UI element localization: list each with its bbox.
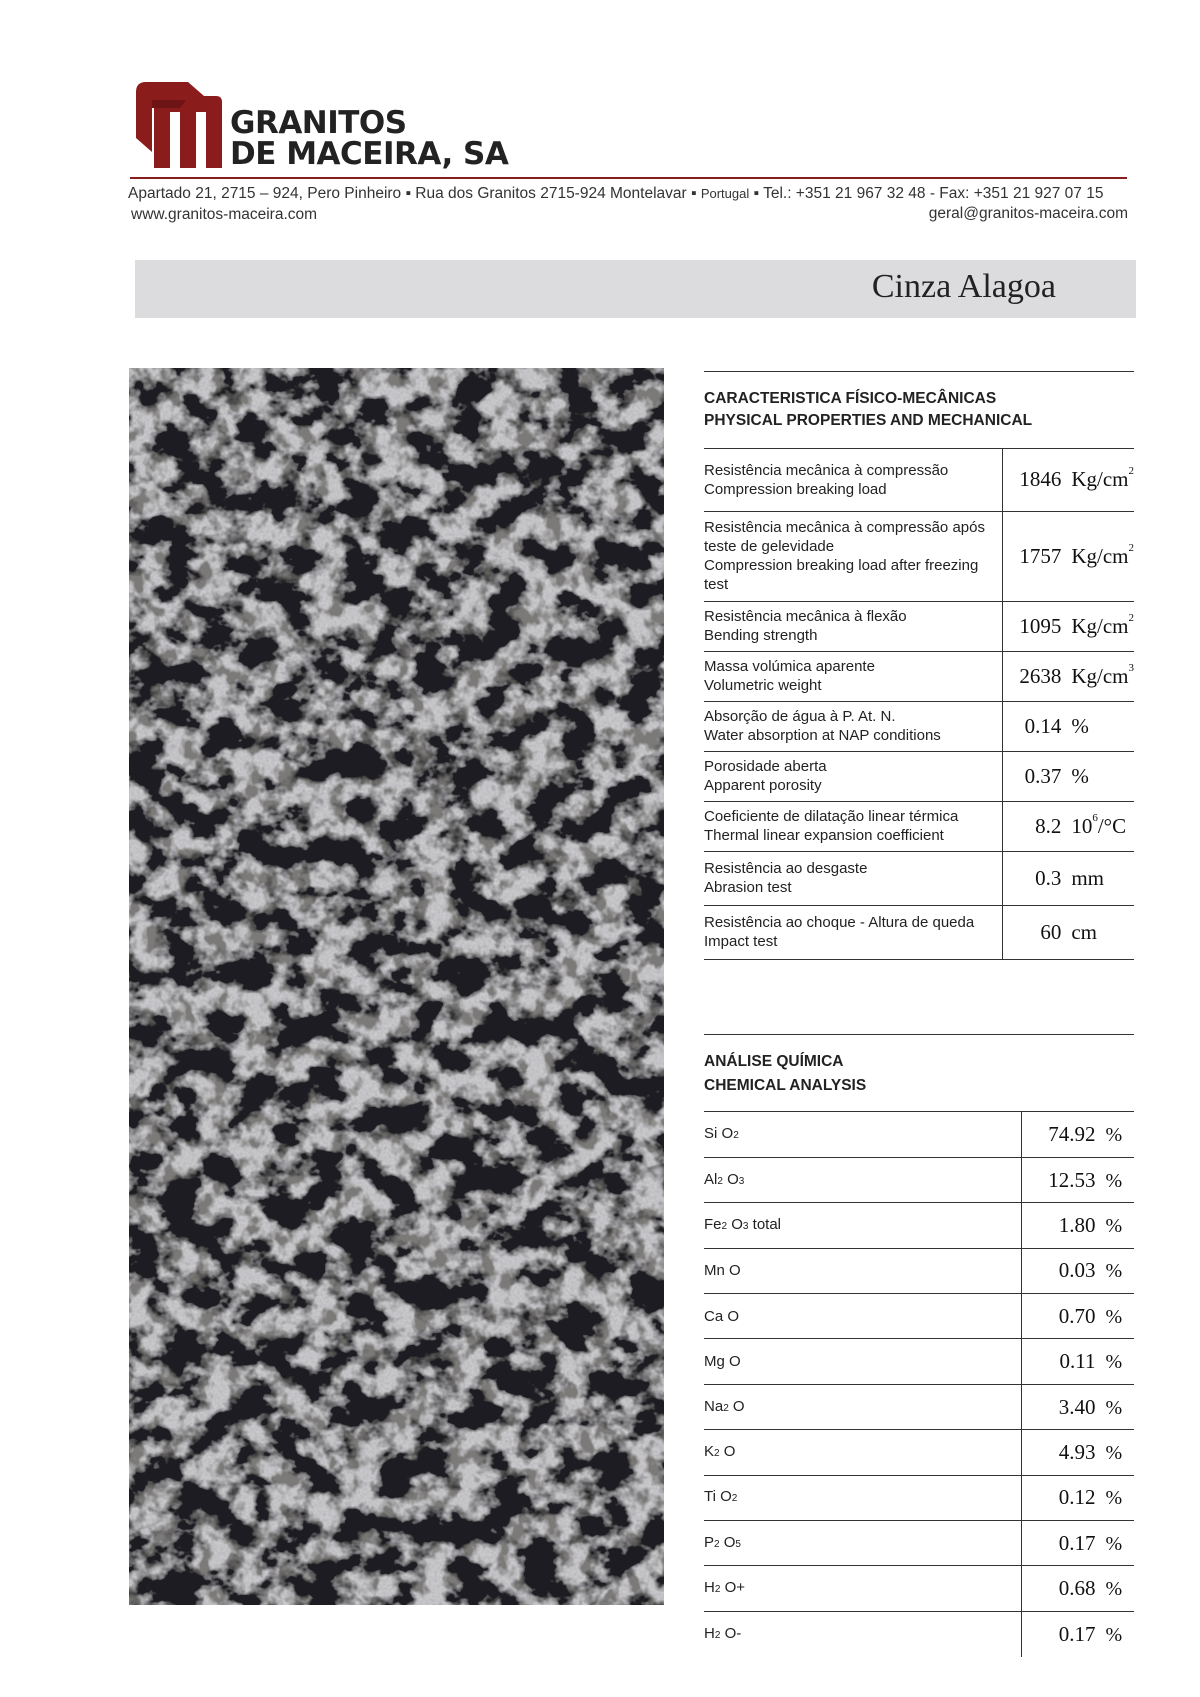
- compound-part-b: O: [728, 1397, 745, 1415]
- granite-sample-image: [129, 368, 664, 1605]
- compound-label: [704, 1248, 1021, 1293]
- compound-subscript-a: 2: [714, 1447, 720, 1459]
- property-label: [704, 905, 1003, 959]
- compound-part-a: H: [704, 1624, 715, 1642]
- compound-label: [704, 1294, 1021, 1339]
- property-row: [704, 701, 1134, 751]
- compound-value-cell: [1021, 1157, 1134, 1202]
- property-row: [704, 851, 1134, 905]
- property-value-cell: [1003, 751, 1134, 801]
- product-title-bar: [135, 260, 1136, 318]
- compound-unit: %: [1105, 1351, 1123, 1374]
- company-address: [128, 185, 1128, 203]
- compound-unit: %: [1105, 1305, 1123, 1328]
- property-label-pt: Resistência ao desgaste: [704, 860, 868, 877]
- compound-label: [704, 1339, 1021, 1384]
- property-value: 0.37: [1024, 763, 1062, 788]
- compound-value: 3.40: [1058, 1394, 1096, 1419]
- property-row: [704, 905, 1134, 959]
- property-unit: [1071, 541, 1134, 569]
- physical-heading-en: PHYSICAL PROPERTIES AND MECHANICAL: [704, 412, 1033, 429]
- company-name-line2: DE MACEIRA, SA: [230, 136, 509, 172]
- compound-label: [704, 1157, 1021, 1202]
- address-phone: ▪ Tel.: +351 21 967 32 48 - Fax: +351 21 927 07 15: [753, 185, 1104, 202]
- compound-value: 0.68: [1058, 1576, 1096, 1601]
- compound-subscript-a: 2: [714, 1629, 721, 1641]
- compound-label: [704, 1430, 1021, 1475]
- property-label-en: Volumetric weight: [704, 677, 822, 694]
- compound-value: 1.80: [1058, 1212, 1096, 1237]
- chemical-row: [704, 1203, 1134, 1248]
- address-main: Apartado 21, 2715 – 924, Pero Pinheiro ▪ Rua dos Granitos 2715-924 Montelavar ▪: [128, 185, 697, 202]
- property-label: [704, 651, 1003, 701]
- property-unit-exponent: 3: [1128, 661, 1134, 674]
- compound-unit: %: [1105, 1578, 1123, 1601]
- property-label-en: Bending strength: [704, 627, 818, 644]
- compound-unit: %: [1105, 1214, 1123, 1237]
- property-value: 1846: [1019, 467, 1062, 492]
- compound-value-cell: [1021, 1294, 1134, 1339]
- property-value-cell: [1003, 601, 1134, 651]
- company-name-line1: GRANITOS: [230, 105, 407, 141]
- property-label: [704, 449, 1003, 511]
- chemical-row: [704, 1475, 1134, 1520]
- property-row: [704, 511, 1134, 601]
- property-label: [704, 701, 1003, 751]
- property-value-cell: [1003, 801, 1134, 851]
- property-unit-base: Kg/cm: [1071, 543, 1129, 568]
- property-label-pt: Porosidade aberta: [704, 758, 827, 775]
- compound-part-b: O: [727, 1215, 743, 1233]
- property-label-en: Abrasion test: [704, 879, 792, 896]
- compound-label: [704, 1566, 1021, 1611]
- property-unit-base: mm: [1071, 865, 1105, 890]
- physical-properties-heading: [704, 371, 1134, 449]
- compound-part-a: Na: [704, 1397, 724, 1415]
- compound-subscript-a: 2: [714, 1584, 721, 1596]
- compound-part-a: Ti O: [704, 1488, 732, 1506]
- property-label: [704, 851, 1003, 905]
- property-label-en: Thermal linear expansion coefficient: [704, 827, 944, 844]
- property-unit-base: Kg/cm: [1071, 613, 1129, 638]
- compound-part-a: Al: [704, 1170, 718, 1188]
- property-value: 8.2: [1035, 813, 1062, 838]
- chemical-analysis-table: [704, 1112, 1134, 1657]
- compound-part-a: P: [704, 1533, 715, 1551]
- chemical-row: [704, 1294, 1134, 1339]
- compound-unit: %: [1105, 1123, 1123, 1146]
- compound-part-a: Mg O: [704, 1353, 741, 1371]
- physical-properties-table: [704, 449, 1134, 960]
- header-divider: [130, 177, 1127, 179]
- compound-part-b: O: [722, 1170, 739, 1188]
- compound-part-b: O-: [720, 1624, 742, 1642]
- compound-subscript-a: 2: [731, 1493, 738, 1505]
- physical-properties-section: [704, 371, 1134, 960]
- property-label: [704, 511, 1003, 601]
- compound-unit: %: [1105, 1623, 1123, 1646]
- property-label: [704, 751, 1003, 801]
- compound-label: [704, 1384, 1021, 1429]
- compound-unit: %: [1105, 1169, 1123, 1192]
- property-unit-exponent: 2: [1128, 465, 1134, 478]
- property-value: 1095: [1019, 613, 1062, 638]
- property-label-pt: Resistência mecânica à flexão: [704, 608, 907, 625]
- property-unit-base: %: [1071, 763, 1089, 788]
- property-unit-suffix: /°C: [1097, 813, 1127, 838]
- property-unit-exponent: 2: [1128, 611, 1134, 624]
- chemical-row: [704, 1339, 1134, 1384]
- property-unit: [1071, 866, 1104, 891]
- chemical-analysis-section: [704, 1034, 1134, 1657]
- compound-value-cell: [1021, 1248, 1134, 1293]
- property-unit: [1071, 811, 1127, 839]
- compound-label: [704, 1203, 1021, 1248]
- chemical-heading-pt: ANÁLISE QUÍMICA: [704, 1053, 844, 1070]
- compound-value: 0.11: [1059, 1349, 1096, 1374]
- compound-subscript-a: 2: [714, 1538, 720, 1550]
- compound-label: [704, 1475, 1021, 1520]
- property-label-en: Water absorption at NAP conditions: [704, 727, 941, 744]
- property-row: [704, 601, 1134, 651]
- compound-value-cell: [1021, 1203, 1134, 1248]
- property-unit-exponent: 2: [1128, 541, 1134, 554]
- chemical-row: [704, 1611, 1134, 1656]
- chemical-analysis-heading: [704, 1034, 1134, 1112]
- compound-value-cell: [1021, 1339, 1134, 1384]
- chemical-row: [704, 1566, 1134, 1611]
- company-website[interactable]: www.granitos-maceira.com: [131, 206, 318, 223]
- compound-value-cell: [1021, 1475, 1134, 1520]
- chemical-row: [704, 1521, 1134, 1566]
- property-value: 2638: [1019, 663, 1062, 688]
- property-unit-exponent: 6: [1092, 811, 1098, 824]
- property-label-pt: Resistência ao choque - Altura de queda: [704, 914, 975, 931]
- company-name: [230, 105, 509, 172]
- compound-label: [704, 1521, 1021, 1566]
- property-label: [704, 601, 1003, 651]
- compound-label: [704, 1112, 1021, 1157]
- compound-part-a: Mn O: [704, 1262, 741, 1280]
- compound-value-cell: [1021, 1384, 1134, 1429]
- compound-part-b: O: [719, 1533, 736, 1551]
- compound-part-b: O: [719, 1442, 736, 1460]
- property-value-cell: [1003, 449, 1134, 511]
- compound-unit: %: [1105, 1487, 1123, 1510]
- property-value-cell: [1003, 851, 1134, 905]
- property-unit: [1071, 467, 1134, 492]
- property-row: [704, 801, 1134, 851]
- compound-value-cell: [1021, 1521, 1134, 1566]
- compound-value: 0.70: [1058, 1303, 1096, 1328]
- compound-value: 0.17: [1058, 1621, 1096, 1646]
- compound-subscript-a: 2: [717, 1175, 723, 1187]
- chemical-row: [704, 1248, 1134, 1293]
- chemical-row: [704, 1112, 1134, 1157]
- compound-value: 0.03: [1058, 1258, 1096, 1283]
- property-unit: [1071, 920, 1097, 945]
- compound-value-cell: [1021, 1611, 1134, 1656]
- chemical-row: [704, 1157, 1134, 1202]
- compound-part-a: Fe: [704, 1215, 722, 1233]
- property-value-cell: [1003, 905, 1134, 959]
- compound-value: 74.92: [1048, 1121, 1096, 1146]
- compound-subscript-b: 3: [738, 1175, 745, 1187]
- company-email[interactable]: geral@granitos-maceira.com: [928, 205, 1128, 222]
- product-title: Cinza Alagoa: [871, 268, 1056, 305]
- property-value-cell: [1003, 511, 1134, 601]
- property-unit-base: 10: [1071, 813, 1093, 838]
- property-value-cell: [1003, 651, 1134, 701]
- compound-part-b: O+: [720, 1579, 746, 1597]
- property-unit: [1071, 764, 1089, 789]
- property-unit-base: cm: [1071, 919, 1097, 944]
- compound-value: 0.17: [1058, 1530, 1096, 1555]
- compound-unit: %: [1105, 1396, 1123, 1419]
- compound-label: [704, 1611, 1021, 1656]
- property-value: 0.14: [1024, 713, 1062, 738]
- compound-part-a: K: [704, 1442, 715, 1460]
- compound-subscript-b: 3: [742, 1220, 749, 1232]
- company-logo: [130, 78, 226, 170]
- compound-unit: %: [1105, 1532, 1123, 1555]
- property-label-pt: Massa volúmica aparente: [704, 658, 875, 675]
- property-unit: [1071, 714, 1089, 739]
- property-row: [704, 751, 1134, 801]
- property-unit-base: Kg/cm: [1071, 467, 1129, 492]
- property-label-en: Compression breaking load after freezing test: [704, 557, 979, 593]
- compound-extra: total: [748, 1215, 782, 1233]
- property-row: [704, 651, 1134, 701]
- compound-value: 4.93: [1058, 1439, 1096, 1464]
- compound-subscript-a: 2: [733, 1129, 739, 1141]
- property-label-en: Impact test: [704, 933, 778, 950]
- property-label-pt: Resistência mecânica à compressão após teste de gelevidade: [704, 519, 985, 555]
- compound-value: 0.12: [1058, 1485, 1096, 1510]
- compound-value: 12.53: [1048, 1167, 1096, 1192]
- compound-unit: %: [1105, 1441, 1123, 1464]
- physical-heading-pt: CARACTERISTICA FÍSICO-MECÂNICAS: [704, 390, 997, 407]
- property-unit: [1071, 611, 1134, 639]
- chemical-row: [704, 1430, 1134, 1475]
- compound-unit: %: [1105, 1260, 1123, 1283]
- compound-value-cell: [1021, 1112, 1134, 1157]
- property-label-en: Compression breaking load: [704, 480, 887, 498]
- compound-part-a: H: [704, 1579, 715, 1597]
- property-label-pt: Resistência mecânica à compressão: [704, 461, 949, 479]
- chemical-heading-en: CHEMICAL ANALYSIS: [704, 1077, 867, 1094]
- property-unit-base: %: [1071, 713, 1089, 738]
- property-label-pt: Coeficiente de dilatação linear térmica: [704, 808, 959, 825]
- property-value-cell: [1003, 701, 1134, 751]
- property-value: 0.3: [1035, 865, 1062, 890]
- compound-subscript-a: 2: [721, 1220, 728, 1232]
- chemical-row: [704, 1384, 1134, 1429]
- property-value: 60: [1040, 919, 1062, 944]
- compound-value-cell: [1021, 1430, 1134, 1475]
- property-unit-base: Kg/cm: [1071, 663, 1129, 688]
- compound-part-a: Ca O: [704, 1307, 740, 1325]
- property-value: 1757: [1019, 543, 1062, 568]
- compound-subscript-a: 2: [723, 1402, 729, 1414]
- property-unit: [1071, 661, 1134, 689]
- compound-value-cell: [1021, 1566, 1134, 1611]
- property-label-en: Apparent porosity: [704, 777, 822, 794]
- property-label: [704, 801, 1003, 851]
- property-row: [704, 449, 1134, 511]
- compound-subscript-b: 5: [735, 1538, 741, 1550]
- property-label-pt: Absorção de água à P. At. N.: [704, 708, 896, 725]
- compound-part-a: Si O: [704, 1124, 734, 1142]
- address-country: Portugal: [700, 186, 750, 201]
